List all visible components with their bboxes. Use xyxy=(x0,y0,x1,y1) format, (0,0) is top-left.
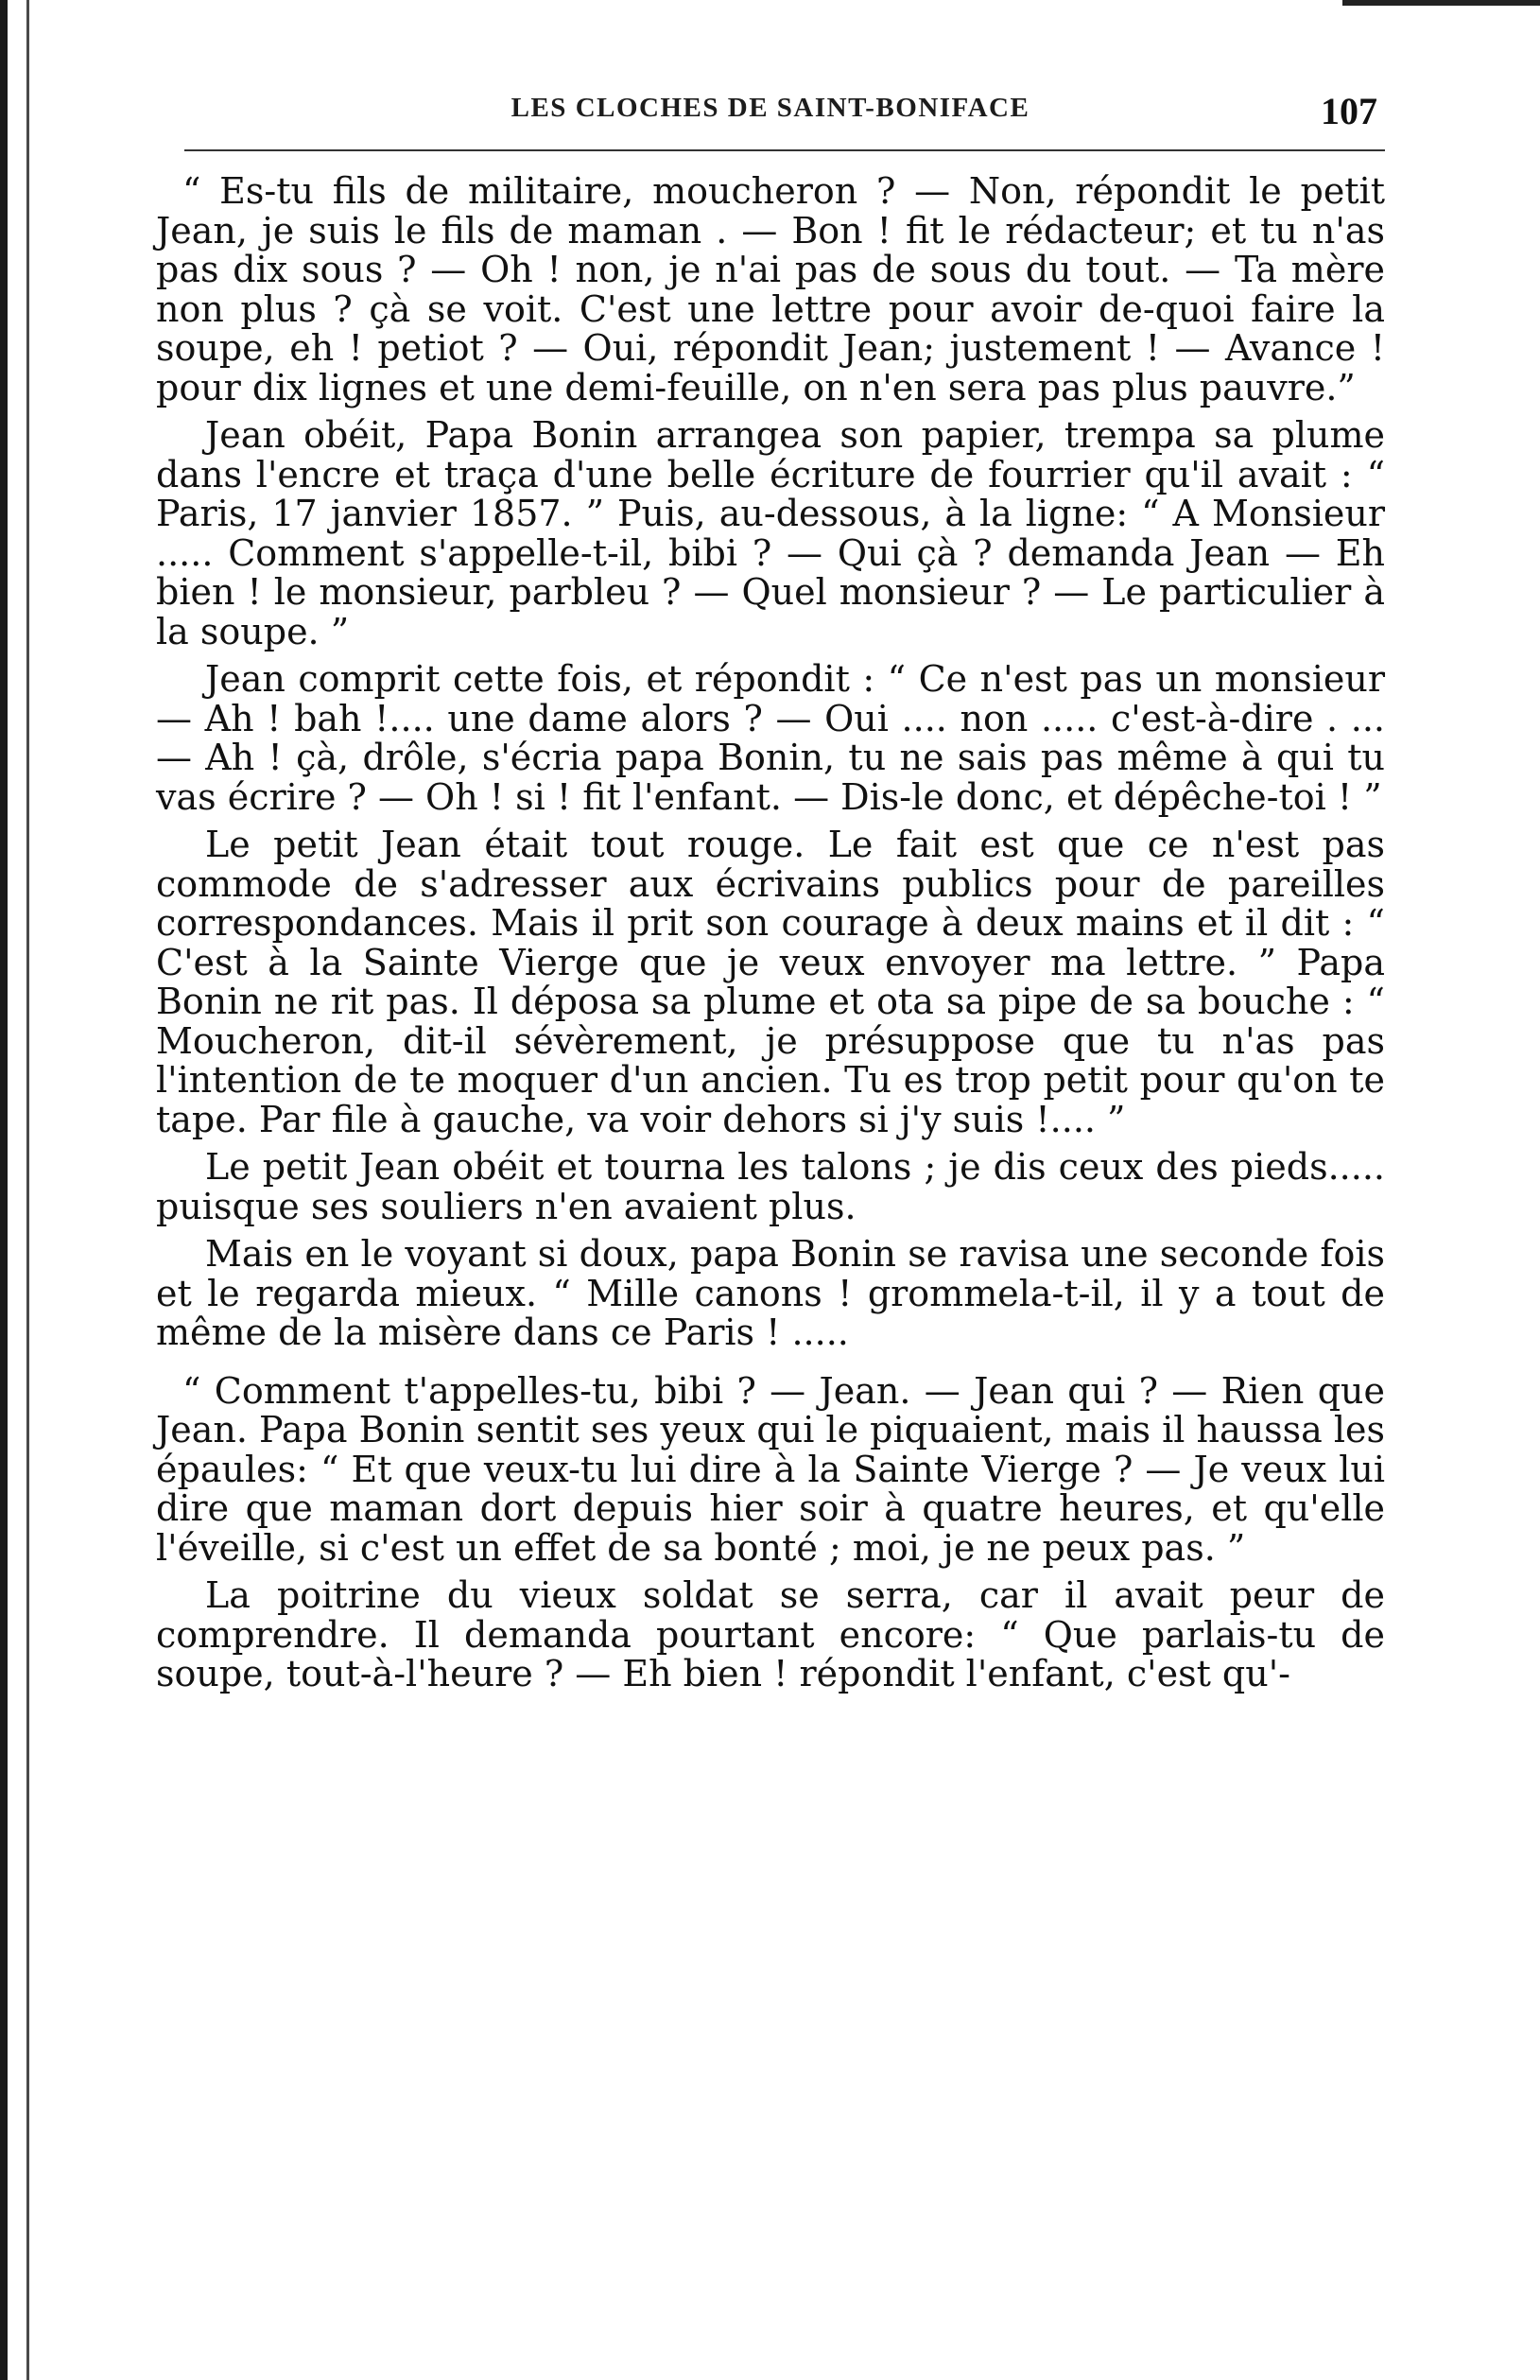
header-rule xyxy=(184,149,1385,151)
scan-edge-line xyxy=(26,0,29,2380)
page-header xyxy=(156,85,1385,142)
scan-edge-left xyxy=(0,0,8,2380)
paragraph: “ Es-tu fils de militaire, moucheron ? — Non, répondit le petit Jean, je suis le fils de maman . — Bon ! fit le rédacteur; et tu n'as pas dix sous ? — Oh ! non, je n'ai pas de sous du tout. — Ta mère non plus ? çà se voit. C'est une lettre pour avoir de-quoi faire la soupe, eh ! petiot ? — Oui, répondit Jean; justement ! — Avance ! pour dix lignes et une demi-feuille, on n'en sera pas plus pauvre.” xyxy=(156,170,1385,408)
paragraph: “ Comment t'appelles-tu, bibi ? — Jean. — Jean qui ? — Rien que Jean. Papa Bonin sentit ses yeux qui le piquaient, mais il haussa les épaules: “ Et que veux-tu lui dire à la Sainte Vierge ? — Je veux lui dire que maman dort depuis hier soir à quatre heures, et qu'elle l'éveille, si c'est un effet de sa bonté ; moi, je ne peux pas. ” xyxy=(156,1369,1385,1569)
paragraph: Mais en le voyant si doux, papa Bonin se ravisa une seconde fois et le regarda mieux. “ Mille canons ! grommela-t-il, il y a tout de même de la misère dans ce Paris ! ..... xyxy=(156,1233,1385,1353)
body-text xyxy=(156,172,1385,1703)
paragraph: Le petit Jean obéit et tourna les talons ; je dis ceux des pieds..... puisque ses souliers n'en avaient plus. xyxy=(156,1146,1385,1227)
paragraph: Jean obéit, Papa Bonin arrangea son papier, trempa sa plume dans l'encre et traça d'une belle écriture de fourrier qu'il avait : “ Paris, 17 janvier 1857. ” Puis, au-dessous, à la ligne: “ A Monsieur ..... Comment s'appelle-t-il, bibi ? — Qui çà ? demanda Jean — Eh bien ! le monsieur, parbleu ? — Quel monsieur ? — Le particulier à la soupe. ” xyxy=(156,414,1385,652)
scan-edge-top xyxy=(1342,0,1540,6)
paragraph: La poitrine du vieux soldat se serra, car il avait peur de comprendre. Il demanda pourtant encore: “ Que parlais-tu de soupe, tout-à-l'heure ? — Eh bien ! répondit l'enfant, c'est qu'- xyxy=(156,1574,1385,1694)
page-number: 107 xyxy=(1321,90,1377,132)
book-page xyxy=(156,85,1385,1694)
running-head: LES CLOCHES DE SAINT-BONIFACE xyxy=(510,93,1030,123)
paragraph: Le petit Jean était tout rouge. Le fait est que ce n'est pas commode de s'adresser aux écrivains publics pour de pareilles correspondances. Mais il prit son courage à deux mains et il dit : “ C'est à la Sainte Vierge que je veux envoyer ma lettre. ” Papa Bonin ne rit pas. Il déposa sa plume et ota sa pipe de sa bouche : “ Moucheron, dit-il sévèrement, je présuppose que tu n'as pas l'intention de te moquer d'un ancien. Tu es trop petit pour qu'on te tape. Par file à gauche, va voir dehors si j'y suis !.... ” xyxy=(156,824,1385,1140)
paragraph: Jean comprit cette fois, et répondit : “ Ce n'est pas un monsieur — Ah ! bah !.... une dame alors ? — Oui .... non ..... c'est-à-dire . ... — Ah ! çà, drôle, s'écria papa Bonin, tu ne sais pas même à qui tu vas écrire ? — Oh ! si ! fit l'enfant. — Dis-le donc, et dépêche-toi ! ” xyxy=(156,658,1385,818)
